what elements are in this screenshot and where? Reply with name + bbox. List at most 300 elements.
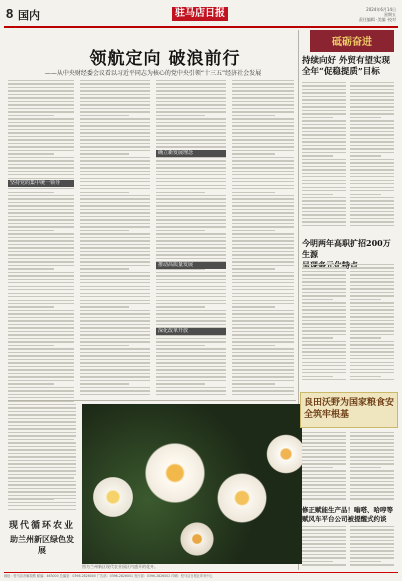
text-line bbox=[232, 341, 294, 342]
highlight-banner bbox=[300, 392, 398, 428]
text-line bbox=[80, 338, 150, 339]
text-line bbox=[232, 387, 294, 388]
text-line bbox=[8, 366, 74, 367]
text-line bbox=[156, 188, 226, 189]
article-column bbox=[156, 80, 226, 400]
text-line bbox=[156, 209, 226, 210]
text-line bbox=[232, 327, 294, 328]
text-line bbox=[156, 359, 226, 360]
text-line bbox=[302, 131, 346, 132]
text-line bbox=[232, 345, 275, 346]
text-line bbox=[232, 181, 294, 182]
text-line bbox=[8, 97, 74, 98]
text-line bbox=[8, 160, 74, 161]
text-line bbox=[302, 120, 346, 121]
text-line bbox=[80, 230, 129, 231]
text-line bbox=[302, 187, 346, 188]
text-line bbox=[8, 439, 56, 440]
text-line bbox=[350, 316, 394, 317]
text-line bbox=[302, 439, 346, 440]
text-line bbox=[8, 334, 74, 335]
text-line bbox=[232, 146, 294, 147]
text-line bbox=[302, 145, 346, 146]
text-line bbox=[156, 202, 226, 203]
text-line bbox=[232, 331, 294, 332]
issue-info bbox=[334, 7, 396, 22]
text-line bbox=[350, 498, 394, 499]
text-line bbox=[302, 299, 333, 300]
text-line bbox=[232, 164, 294, 165]
text-line bbox=[350, 488, 394, 489]
text-line bbox=[350, 285, 394, 286]
text-line bbox=[302, 564, 346, 565]
text-line bbox=[232, 171, 294, 172]
text-line bbox=[232, 373, 294, 374]
text-line bbox=[156, 164, 226, 165]
text-line bbox=[302, 351, 346, 352]
text-line bbox=[232, 359, 294, 360]
text-line bbox=[232, 209, 294, 210]
column-logo-text: 砥砺奋进 bbox=[332, 37, 372, 48]
text-line bbox=[80, 279, 150, 280]
text-line bbox=[80, 146, 150, 147]
text-line bbox=[8, 293, 74, 294]
text-line bbox=[156, 348, 226, 349]
text-line bbox=[350, 183, 394, 184]
text-line bbox=[350, 446, 394, 447]
text-line bbox=[8, 502, 76, 503]
text-line bbox=[156, 352, 226, 353]
text-line bbox=[350, 166, 394, 167]
text-line bbox=[302, 176, 346, 177]
text-line bbox=[156, 279, 226, 280]
text-line bbox=[80, 272, 150, 273]
text-line bbox=[8, 359, 74, 360]
text-line bbox=[80, 104, 150, 105]
text-line bbox=[232, 254, 294, 255]
text-line bbox=[302, 526, 346, 527]
text-line bbox=[350, 323, 394, 324]
text-line bbox=[232, 240, 294, 241]
text-line bbox=[302, 470, 346, 471]
text-line bbox=[80, 275, 150, 276]
text-line bbox=[156, 146, 226, 147]
text-line bbox=[80, 108, 150, 109]
text-line bbox=[80, 289, 150, 290]
text-line bbox=[8, 317, 74, 318]
text-line bbox=[232, 338, 294, 339]
text-line bbox=[302, 183, 346, 184]
text-line bbox=[302, 477, 346, 478]
text-line bbox=[80, 390, 150, 391]
article2-title-line1: 今明两年高职扩招200万生源 bbox=[302, 238, 391, 259]
side-headline-line2: 助兰州新区绿色发展 bbox=[10, 534, 74, 555]
text-line bbox=[8, 505, 76, 506]
text-line bbox=[302, 295, 346, 296]
text-line bbox=[350, 547, 394, 548]
text-line bbox=[232, 150, 294, 151]
text-line bbox=[156, 167, 226, 168]
text-line bbox=[156, 272, 226, 273]
text-line bbox=[350, 145, 394, 146]
text-line bbox=[80, 198, 150, 199]
text-line bbox=[8, 390, 74, 391]
text-line bbox=[232, 178, 294, 179]
text-line bbox=[232, 115, 275, 116]
text-line bbox=[156, 195, 226, 196]
text-line bbox=[80, 303, 150, 304]
text-line bbox=[8, 404, 76, 405]
text-line bbox=[8, 216, 74, 217]
text-line bbox=[8, 411, 76, 412]
text-line bbox=[156, 171, 226, 172]
text-line bbox=[302, 365, 346, 366]
text-line bbox=[302, 166, 346, 167]
text-line bbox=[302, 302, 346, 303]
text-line bbox=[232, 272, 294, 273]
text-line bbox=[302, 281, 346, 282]
text-line bbox=[80, 334, 150, 335]
text-line bbox=[302, 211, 346, 212]
text-line bbox=[232, 394, 294, 395]
text-line bbox=[350, 341, 394, 342]
text-line bbox=[232, 355, 294, 356]
text-line bbox=[8, 254, 74, 255]
text-line bbox=[350, 484, 394, 485]
footer-text: 地址：驻马店市解放路 邮编：463000 总编室：0396-2826000 广告部：0396-2826001 发行部：0396-2826002 印刷：驻马店日报社印务中心 bbox=[4, 574, 213, 578]
text-line bbox=[350, 561, 381, 562]
text-line bbox=[302, 327, 346, 328]
text-line bbox=[350, 106, 394, 107]
text-line bbox=[80, 265, 150, 266]
text-line bbox=[302, 292, 346, 293]
text-line bbox=[232, 167, 294, 168]
text-line bbox=[232, 296, 294, 297]
text-line bbox=[302, 180, 346, 181]
text-line bbox=[8, 474, 76, 475]
text-line bbox=[350, 362, 394, 363]
text-line bbox=[156, 289, 226, 290]
text-line bbox=[232, 94, 294, 95]
text-line bbox=[156, 97, 226, 98]
text-line bbox=[302, 376, 333, 377]
text-line bbox=[302, 358, 346, 359]
text-line bbox=[156, 296, 226, 297]
text-line bbox=[8, 355, 74, 356]
text-line bbox=[350, 89, 394, 90]
text-line bbox=[302, 467, 333, 468]
text-line bbox=[232, 286, 294, 287]
text-line bbox=[350, 288, 394, 289]
text-line bbox=[350, 435, 394, 436]
text-line bbox=[156, 174, 226, 175]
text-line bbox=[156, 355, 226, 356]
text-line bbox=[156, 212, 226, 213]
text-line bbox=[80, 195, 150, 196]
text-line bbox=[232, 265, 294, 266]
text-line bbox=[302, 547, 346, 548]
text-line bbox=[350, 470, 394, 471]
text-line bbox=[232, 324, 294, 325]
text-line bbox=[156, 115, 205, 116]
text-line bbox=[156, 111, 226, 112]
text-line bbox=[80, 174, 150, 175]
text-line bbox=[156, 341, 226, 342]
text-line bbox=[232, 237, 294, 238]
text-line bbox=[350, 351, 394, 352]
text-line bbox=[156, 178, 226, 179]
text-line bbox=[80, 341, 150, 342]
text-line bbox=[350, 330, 394, 331]
text-line bbox=[232, 244, 294, 245]
text-line bbox=[350, 127, 394, 128]
text-line bbox=[350, 474, 394, 475]
text-line bbox=[8, 495, 76, 496]
text-line bbox=[302, 85, 346, 86]
text-line bbox=[80, 97, 150, 98]
text-line bbox=[8, 244, 74, 245]
text-line bbox=[302, 495, 346, 496]
text-line bbox=[80, 376, 150, 377]
text-line bbox=[8, 289, 74, 290]
text-line bbox=[80, 212, 150, 213]
text-line bbox=[232, 104, 294, 105]
text-line bbox=[8, 352, 74, 353]
text-line bbox=[232, 111, 294, 112]
text-line bbox=[156, 216, 226, 217]
text-line bbox=[232, 289, 294, 290]
text-line bbox=[302, 543, 346, 544]
text-line bbox=[302, 435, 346, 436]
text-line bbox=[350, 456, 394, 457]
text-line bbox=[232, 125, 294, 126]
text-line bbox=[8, 111, 74, 112]
text-line bbox=[8, 300, 74, 301]
text-line bbox=[8, 164, 74, 165]
text-line bbox=[156, 275, 226, 276]
text-line bbox=[8, 122, 74, 123]
text-line bbox=[302, 173, 346, 174]
text-line bbox=[8, 418, 76, 419]
text-line bbox=[156, 104, 226, 105]
text-line bbox=[156, 286, 226, 287]
text-line bbox=[8, 320, 74, 321]
text-line bbox=[302, 463, 346, 464]
text-line bbox=[350, 477, 394, 478]
text-line bbox=[232, 216, 294, 217]
text-line bbox=[156, 310, 226, 311]
text-line bbox=[156, 185, 226, 186]
text-line bbox=[232, 223, 294, 224]
text-line bbox=[232, 380, 294, 381]
text-line bbox=[302, 200, 346, 201]
text-line bbox=[350, 526, 394, 527]
text-line bbox=[302, 540, 346, 541]
text-line bbox=[350, 540, 394, 541]
section-divider bbox=[8, 400, 296, 401]
text-line bbox=[8, 421, 76, 422]
text-line bbox=[80, 240, 150, 241]
text-line bbox=[156, 143, 226, 144]
text-line bbox=[80, 366, 150, 367]
text-line bbox=[350, 211, 394, 212]
text-line bbox=[8, 188, 74, 189]
text-line bbox=[350, 495, 394, 496]
text-line bbox=[350, 159, 394, 160]
text-line bbox=[8, 101, 74, 102]
text-line bbox=[80, 160, 150, 161]
text-line bbox=[156, 362, 226, 363]
text-line bbox=[232, 90, 294, 91]
text-line bbox=[350, 214, 394, 215]
text-line bbox=[302, 316, 346, 317]
text-line bbox=[232, 282, 294, 283]
text-line bbox=[80, 233, 150, 234]
text-line bbox=[302, 337, 333, 338]
text-line bbox=[8, 296, 74, 297]
text-line bbox=[8, 488, 76, 489]
text-line bbox=[8, 205, 74, 206]
text-line bbox=[302, 221, 346, 222]
text-line bbox=[80, 254, 150, 255]
article3-title bbox=[302, 506, 396, 524]
text-line bbox=[350, 173, 394, 174]
text-line bbox=[8, 167, 74, 168]
text-line bbox=[8, 435, 76, 436]
text-line bbox=[350, 225, 394, 226]
text-line bbox=[156, 101, 226, 102]
text-line bbox=[80, 300, 150, 301]
text-line bbox=[8, 233, 74, 234]
banner-title: 良田沃野为国家粮食安全筑牢根基 bbox=[304, 398, 395, 420]
text-line bbox=[350, 467, 381, 468]
text-line bbox=[80, 317, 150, 318]
text-line bbox=[350, 92, 394, 93]
text-line bbox=[350, 365, 394, 366]
text-line bbox=[8, 338, 74, 339]
text-line bbox=[350, 141, 394, 142]
text-line bbox=[302, 341, 346, 342]
text-line bbox=[80, 209, 150, 210]
text-line bbox=[156, 108, 226, 109]
text-line bbox=[80, 185, 150, 186]
text-line bbox=[302, 379, 346, 380]
text-line bbox=[80, 136, 150, 137]
text-line bbox=[232, 129, 294, 130]
text-line bbox=[350, 491, 394, 492]
text-line bbox=[350, 358, 394, 359]
section-subheading: 确立新发展理念 bbox=[156, 150, 226, 157]
text-line bbox=[232, 226, 294, 227]
text-line bbox=[80, 164, 150, 165]
text-line bbox=[80, 355, 150, 356]
text-line bbox=[80, 87, 150, 88]
text-line bbox=[350, 554, 394, 555]
text-line bbox=[232, 317, 294, 318]
text-line bbox=[232, 306, 275, 307]
text-line bbox=[8, 230, 54, 231]
text-line bbox=[302, 190, 346, 191]
text-line bbox=[156, 251, 226, 252]
text-line bbox=[232, 275, 294, 276]
text-line bbox=[232, 87, 294, 88]
text-line bbox=[302, 453, 346, 454]
text-line bbox=[350, 103, 394, 104]
text-line bbox=[8, 247, 74, 248]
text-line bbox=[232, 293, 294, 294]
text-line bbox=[80, 369, 150, 370]
section-subheading: 深化改革开放 bbox=[156, 328, 226, 335]
text-line bbox=[80, 313, 150, 314]
text-line bbox=[156, 125, 226, 126]
text-line bbox=[350, 453, 394, 454]
text-line bbox=[232, 153, 275, 154]
text-line bbox=[80, 101, 150, 102]
text-line bbox=[350, 197, 394, 198]
text-line bbox=[80, 226, 150, 227]
text-line bbox=[302, 309, 346, 310]
text-line bbox=[8, 449, 76, 450]
text-line bbox=[8, 209, 74, 210]
text-line bbox=[80, 237, 150, 238]
text-line bbox=[80, 261, 150, 262]
text-line bbox=[350, 221, 394, 222]
text-line bbox=[350, 162, 394, 163]
text-line bbox=[350, 302, 394, 303]
text-line bbox=[8, 178, 74, 179]
text-line bbox=[8, 195, 74, 196]
text-line bbox=[156, 94, 226, 95]
text-line bbox=[80, 122, 150, 123]
text-line bbox=[80, 202, 150, 203]
text-line bbox=[156, 338, 226, 339]
text-line bbox=[80, 331, 150, 332]
text-line bbox=[8, 115, 54, 116]
text-line bbox=[350, 313, 394, 314]
text-line bbox=[8, 331, 74, 332]
text-line bbox=[350, 306, 394, 307]
text-line bbox=[232, 122, 294, 123]
text-line bbox=[80, 188, 150, 189]
text-line bbox=[302, 362, 346, 363]
text-line bbox=[156, 247, 226, 248]
text-line bbox=[156, 198, 226, 199]
text-line bbox=[302, 99, 346, 100]
article-column bbox=[232, 80, 294, 400]
issue-weekday: 星期五 bbox=[384, 12, 396, 17]
article-column bbox=[302, 264, 346, 386]
text-line bbox=[80, 258, 150, 259]
text-line bbox=[8, 272, 74, 273]
text-line bbox=[80, 157, 150, 158]
text-line bbox=[302, 92, 346, 93]
text-line bbox=[8, 275, 74, 276]
text-line bbox=[302, 274, 346, 275]
text-line bbox=[302, 155, 333, 156]
text-line bbox=[350, 138, 394, 139]
text-line bbox=[8, 279, 74, 280]
text-line bbox=[350, 200, 394, 201]
text-line bbox=[8, 348, 74, 349]
text-line bbox=[8, 104, 74, 105]
text-line bbox=[8, 383, 54, 384]
text-line bbox=[232, 310, 294, 311]
text-line bbox=[302, 271, 346, 272]
text-line bbox=[350, 131, 394, 132]
text-line bbox=[8, 373, 74, 374]
text-line bbox=[302, 491, 346, 492]
text-line bbox=[8, 324, 74, 325]
